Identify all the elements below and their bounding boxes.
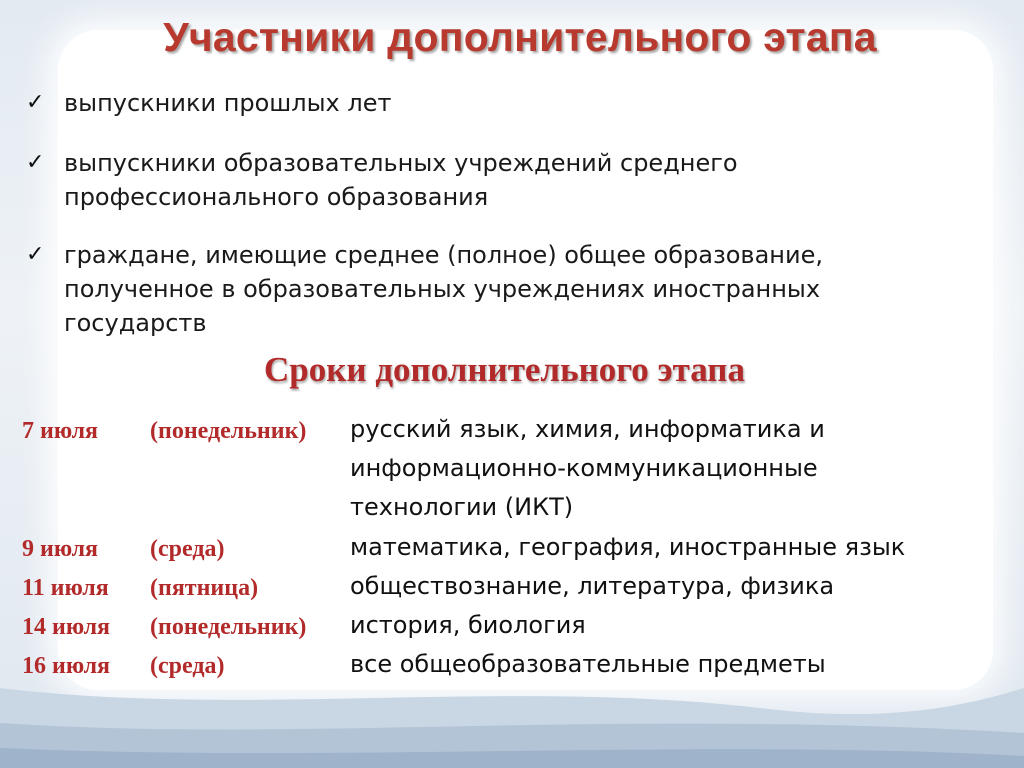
schedule-date: 9 июля xyxy=(22,536,99,562)
schedule-date: 16 июля xyxy=(22,653,111,679)
schedule-subjects: русский язык, химия, информатика и информационно-коммуникационные технологии (ИКТ) xyxy=(350,415,825,521)
schedule-weekday: (пятница) xyxy=(150,575,259,601)
check-mark-icon: ✓ xyxy=(26,242,45,267)
schedule-date: 14 июля xyxy=(22,614,111,640)
schedule-weekday: (среда) xyxy=(150,653,225,679)
schedule-weekday: (среда) xyxy=(150,536,225,562)
schedule-subjects: история, биология xyxy=(350,611,586,639)
participant-text: выпускники прошлых лет xyxy=(64,89,392,117)
schedule-weekday: (понедельник) xyxy=(150,614,307,640)
schedule-subjects: обществознание, литература, физика xyxy=(350,572,835,600)
check-mark-icon: ✓ xyxy=(26,150,45,175)
participant-text: выпускники образовательных учреждений среднего профессионального образования xyxy=(64,149,738,211)
schedule-date: 11 июля xyxy=(22,575,109,601)
slide-title: Участники дополнительного этапа xyxy=(163,14,877,60)
schedule-weekday: (понедельник) xyxy=(150,418,307,444)
participant-text: граждане, имеющие среднее (полное) общее образование, полученное в образовательных учреждениях иностранных государств xyxy=(64,241,823,337)
schedule-title: Сроки дополнительного этапа xyxy=(264,350,745,389)
check-mark-icon: ✓ xyxy=(26,90,45,115)
schedule-subjects: математика, география, иностранные язык xyxy=(350,533,906,561)
schedule-subjects: все общеобразовательные предметы xyxy=(350,650,826,678)
schedule-date: 7 июля xyxy=(22,418,99,444)
